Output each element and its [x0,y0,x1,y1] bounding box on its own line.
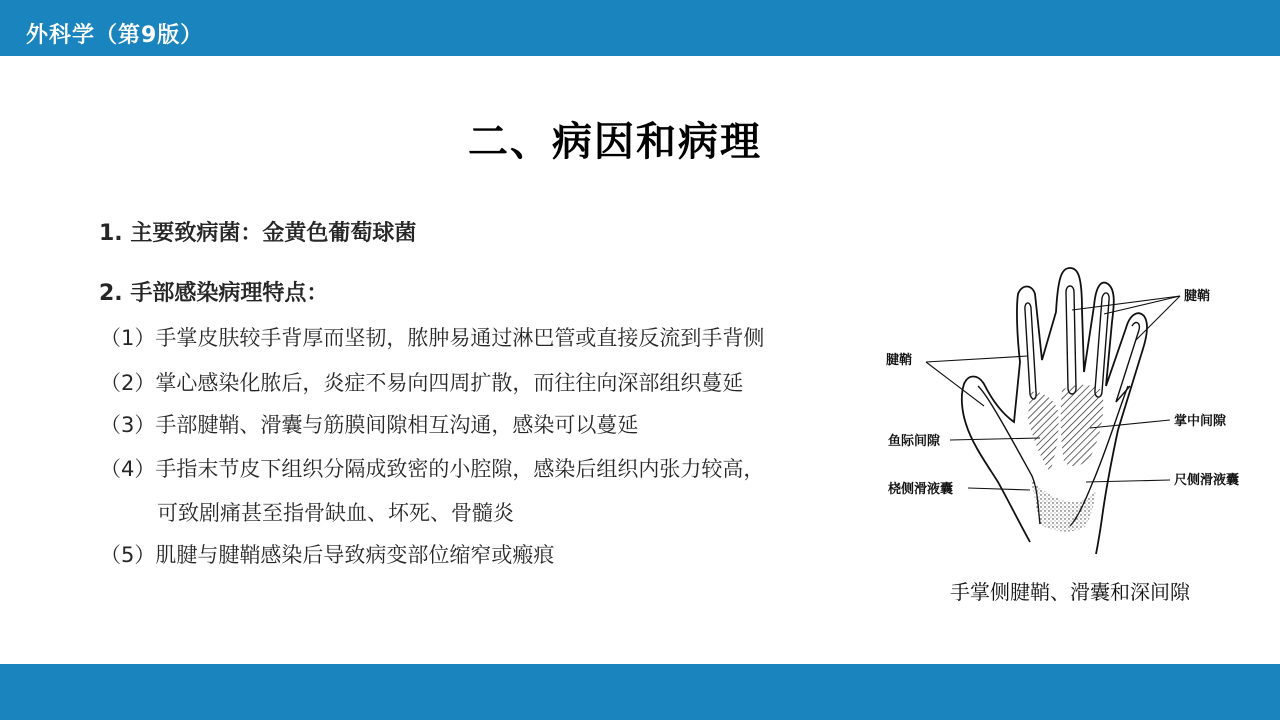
item-number: （4） [100,457,156,481]
item-number: （2） [100,371,156,395]
item-text: 手部腱鞘、滑囊与筋膜间隙相互沟通，感染可以蔓延 [155,413,639,437]
point-pathology-heading: 2. 手部感染病理特点： [99,281,329,306]
label-ulnar-bursa: 尺侧滑液囊 [1174,473,1240,488]
mid-palmar-space-hatch [1061,385,1104,466]
item-text: 手指末节皮下组织分隔成致密的小腔隙，感染后组织内张力较高， [155,457,765,481]
list-item [100,409,638,439]
list-item-continuation: 可致剧痛甚至指骨缺血、坏死、骨髓炎 [157,501,514,525]
footer-bar [0,664,1280,720]
list-item [100,453,764,483]
label-radial-bursa: 桡侧滑液囊 [888,482,954,497]
slide-title: 二、病因和病理 [468,119,762,165]
tendon-sheath-index [1025,303,1036,399]
label-tendon-sheath-right: 腱鞘 [1184,289,1211,304]
item-text: 手掌皮肤较手背厚而坚韧，脓肿易通过淋巴管或直接反流到手背侧 [155,326,765,350]
label-mid-palmar-space: 掌中间隙 [1174,414,1227,429]
list-item [100,322,764,352]
item-number: （5） [100,543,156,567]
list-item [100,539,554,569]
item-number: （1） [100,326,156,350]
figure-caption: 手掌侧腱鞘、滑囊和深间隙 [950,580,1190,604]
label-thenar-space: 鱼际间隙 [888,434,941,449]
label-tendon-sheath-left: 腱鞘 [886,353,913,368]
list-item [100,367,743,397]
point-pathogen: 1. 主要致病菌：金黄色葡萄球菌 [99,221,417,246]
course-title: 外科学（第9版） [26,23,204,48]
item-text: 肌腱与腱鞘感染后导致病变部位缩窄或瘢痕 [155,543,555,567]
bursa-stipple [1030,476,1096,531]
tendon-sheath-little [1116,323,1139,402]
hand-diagram [880,262,1252,562]
header-bar [0,0,1280,56]
tendon-sheath-middle [1066,286,1076,394]
item-number: （3） [100,413,156,437]
thenar-space-hatch [1028,392,1059,472]
item-text: 掌心感染化脓后，炎症不易向四周扩散，而往往向深部组织蔓延 [155,371,744,395]
